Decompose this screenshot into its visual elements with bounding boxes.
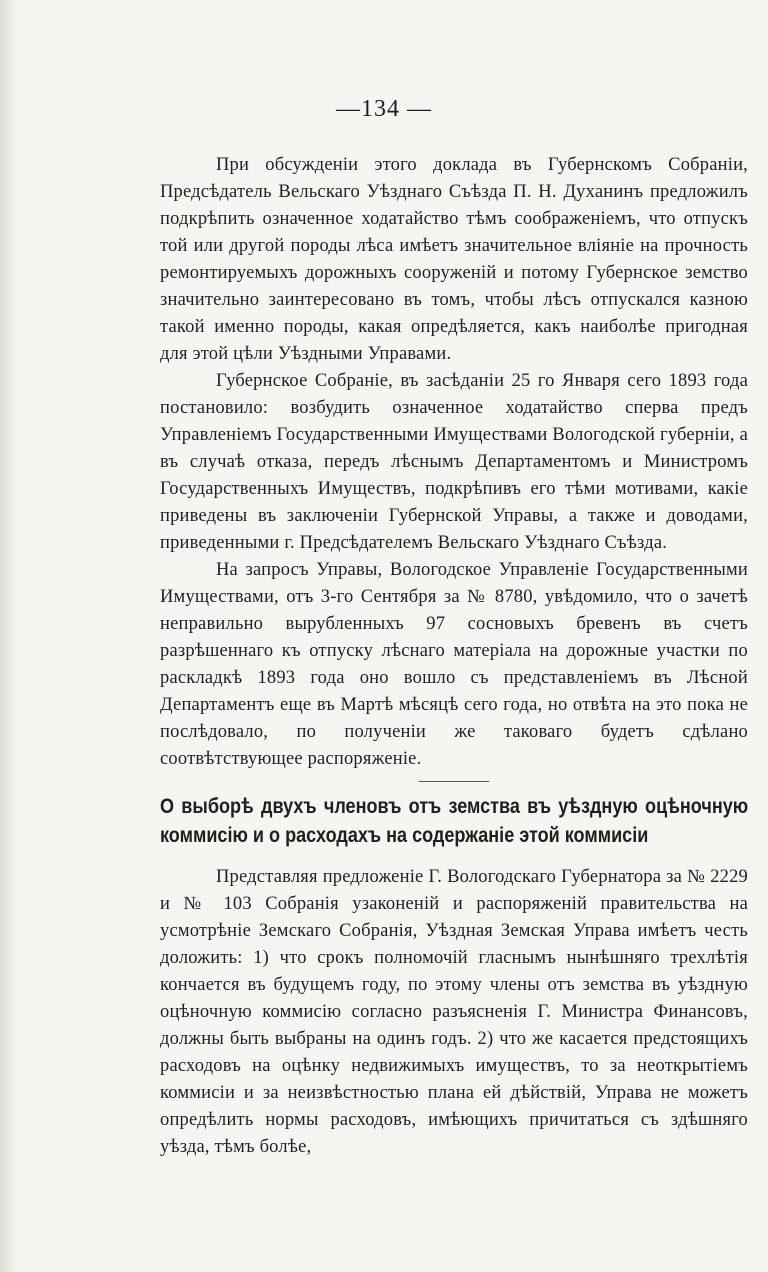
scan-edge-shadow [0, 0, 18, 1272]
paragraph-resolution: Губернское Собраніе, въ засѣданіи 25 го Января сего 1893 года постановило: возбудить означенное ходатайство сперва предъ Управленіемъ Государственными Имуществами Вологодской губерніи, а въ случаѣ отказа, передъ лѣснымъ Департаментомъ и Министромъ Государственныхъ Имуществъ, подкрѣпивъ его тѣми мотивами, какіе приведены въ заключеніи Губернской Управы, а также и доводами, приведенными г. Предсѣдателемъ Вельскаго Уѣзднаго Съѣзда. [160, 371, 748, 553]
paragraph-inquiry: На запросъ Управы, Вологодское Управленіе Государственными Имуществами, отъ 3-го Сентября за № 8780, увѣдомило, что о зачетѣ неправильно вырубленныхъ 97 сосновыхъ бревенъ въ счетъ разрѣшеннаго къ отпуску лѣснаго матеріала на дорожные участки по раскладкѣ 1893 года оно вошло съ представленіемъ въ Лѣсной Департаментъ еще въ Мартѣ мѣсяцѣ сего года, но отвѣта на это пока не послѣдовало, по полученіи же таковаго будетъ сдѣлано соотвѣтствующее распоряженіе. [160, 560, 748, 769]
page-number: —134 — [336, 96, 432, 122]
section-heading: О выборѣ двухъ членовъ отъ земства въ уѣздную оцѣночную коммисію и о расходахъ на содержаніе этой коммисіи [160, 795, 749, 847]
paragraph-discussion: При обсужденіи этого доклада въ Губернскомъ Собраніи, Предсѣдатель Вельскаго Уѣзднаго Съѣзда П. Н. Духанинъ предложилъ подкрѣпить означенное ходатайство тѣмъ соображеніемъ, что отпускъ той или другой породы лѣса имѣетъ значительное вліяніе на прочность ремонтируемыхъ дорожныхъ сооруженій и потому Губернское земство значительно заинтересовано въ томъ, чтобы лѣсъ отпускался казною такой именно породы, какая опредѣляется, какъ наиболѣе пригодная для этой цѣли Уѣздными Управами. [160, 155, 748, 364]
section-divider [419, 781, 489, 782]
text-block [160, 152, 748, 1161]
paragraph-proposal: Представляя предложеніе Г. Вологодскаго Губернатора за № 2229 и № 103 Собранія узаконеній и распоряженій правительства на усмотрѣніе Земскаго Собранія, Уѣздная Земская Управа имѣетъ честь доложить: 1) что срокъ полномочій гласнымъ нынѣшняго трехлѣтія кончается въ будущемъ году, по этому члены отъ земства въ уѣздную оцѣночную коммисію согласно разъясненія Г. Министра Финансовъ, должны быть выбраны на одинъ годъ. 2) что же касается предстоящихъ расходовъ на оцѣнку недвижимыхъ имуществъ, то за неоткрытіемъ коммисіи и за неизвѣстностью плана ей дѣйствій, Управа не можетъ опредѣлить нормы расходовъ, имѣющихъ причитаться съ здѣшняго уѣзда, тѣмъ болѣе, [160, 867, 748, 1157]
